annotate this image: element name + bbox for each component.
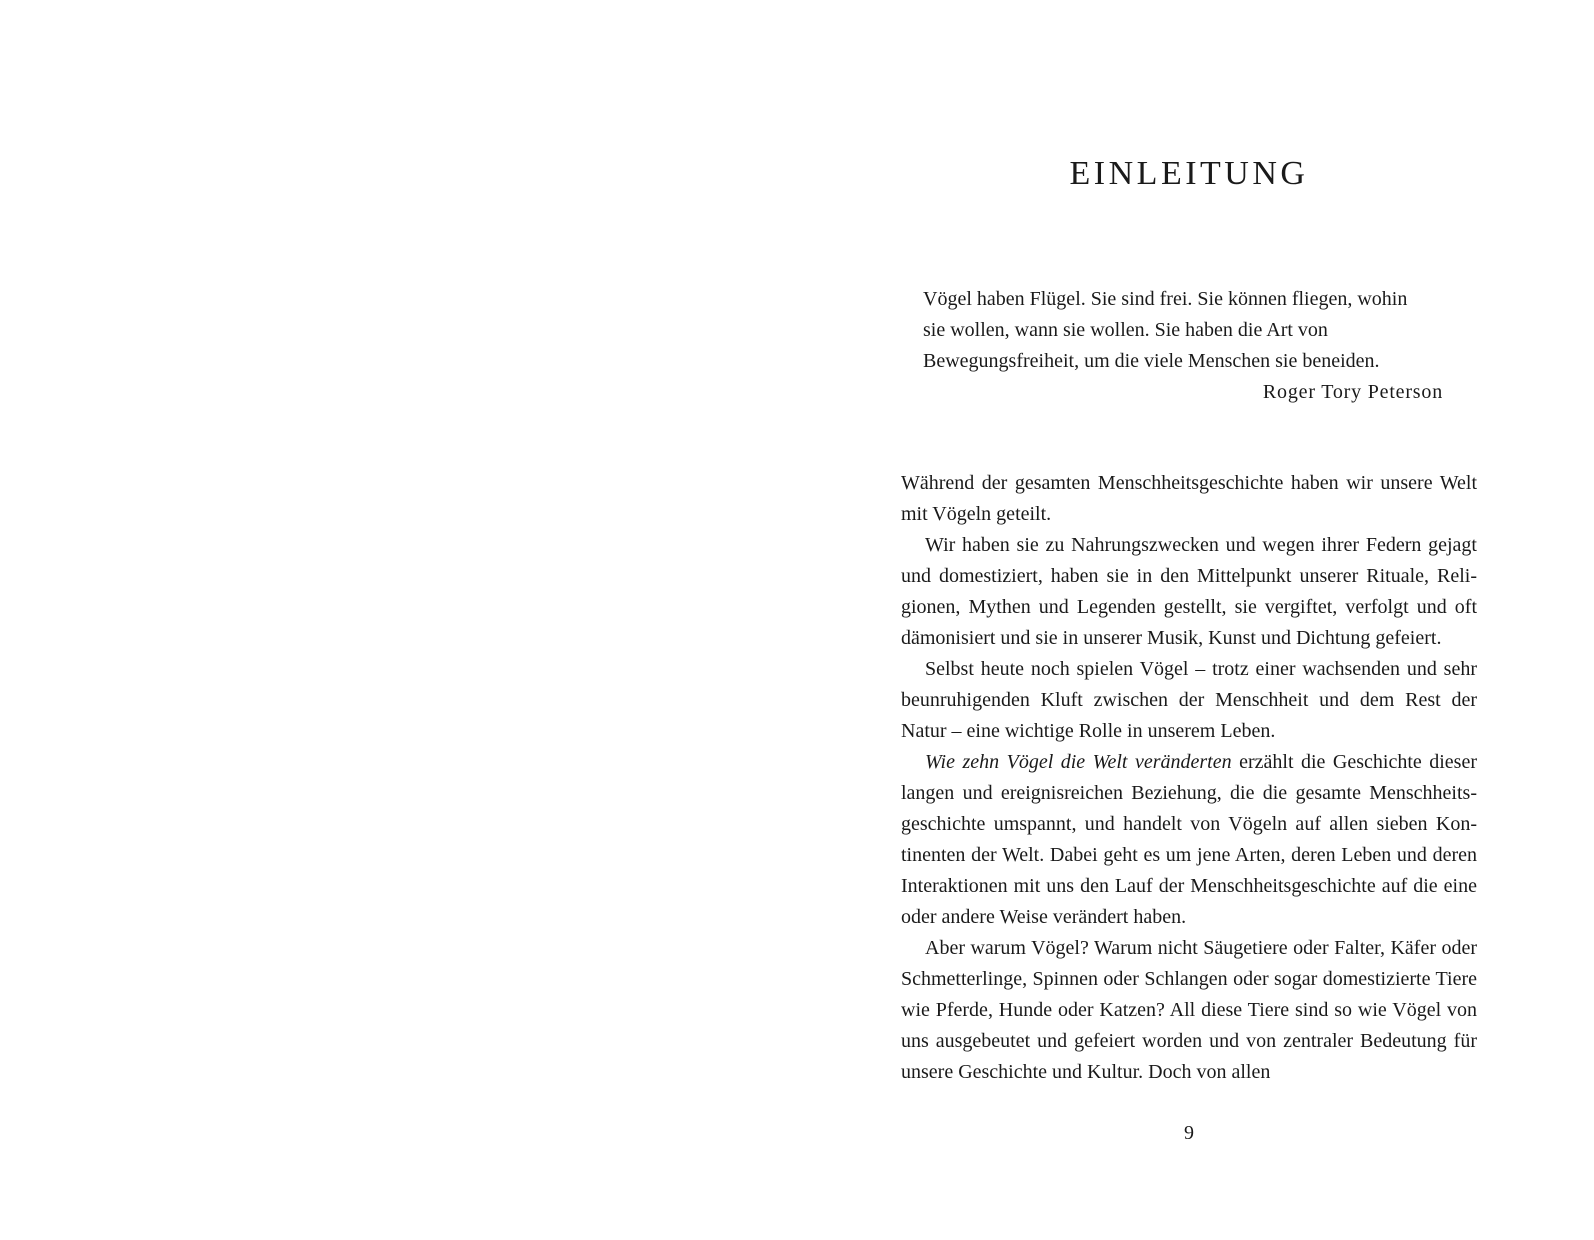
paragraph-4 xyxy=(901,747,1477,933)
body-text xyxy=(901,468,1477,1088)
page-number: 9 xyxy=(1184,1122,1194,1144)
epigraph xyxy=(923,284,1443,408)
book-title-italic: Wie zehn Vögel die Welt veränderten xyxy=(925,751,1232,773)
paragraph-4-rest: erzählt die Geschichte dieser langen und ereignisreichen Beziehung, die die gesamte Menschheitsgeschichte umspannt, und handelt von Vögeln auf allen sieben Kontinenten der Welt. Dabei geht es um jene Arten, deren Leben und deren Interaktionen mit uns den Lauf der Menschheitsgeschichte auf die eine oder andere Weise verändert haben. xyxy=(901,751,1477,928)
paragraph-5: Aber warum Vögel? Warum nicht Säugetiere oder Falter, Käfer oder Schmetterlinge, Spinnen oder Schlangen oder sogar domestizierte Tiere wie Pferde, Hunde oder Katzen? All diese Tiere sind so wie Vögel von uns ausgebeutet und gefeiert worden und von zentraler Bedeutung für unsere Geschichte und Kultur. Doch von allen xyxy=(901,937,1477,1083)
paragraph-3: Selbst heute noch spielen Vögel – trotz einer wachsenden und sehr beunruhigenden Kluft zwischen der Menschheit und dem Rest der Natur – eine wichtige Rolle in unserem Leben. xyxy=(901,658,1477,742)
paragraph-2: Wir haben sie zu Nahrungszwecken und wegen ihrer Federn gejagt und domestiziert, haben sie in den Mittelpunkt unserer Rituale, Religionen, Mythen und Legenden gestellt, sie vergiftet, verfolgt und oft dämonisiert und sie in unserer Musik, Kunst und Dichtung gefeiert. xyxy=(901,534,1477,649)
epigraph-quote: Vögel haben Flügel. Sie sind frei. Sie können fliegen, wohin sie wollen, wann sie wollen. Sie haben die Art von Bewegungsfreiheit, um die viele Menschen sie beneiden. xyxy=(923,288,1408,372)
chapter-title: EINLEITUNG xyxy=(1069,155,1309,192)
epigraph-author: Roger Tory Peterson xyxy=(1262,381,1443,403)
paragraph-1: Während der gesamten Menschheitsgeschichte haben wir unsere Welt mit Vögeln geteilt. xyxy=(901,472,1477,525)
right-page xyxy=(797,0,1594,1240)
